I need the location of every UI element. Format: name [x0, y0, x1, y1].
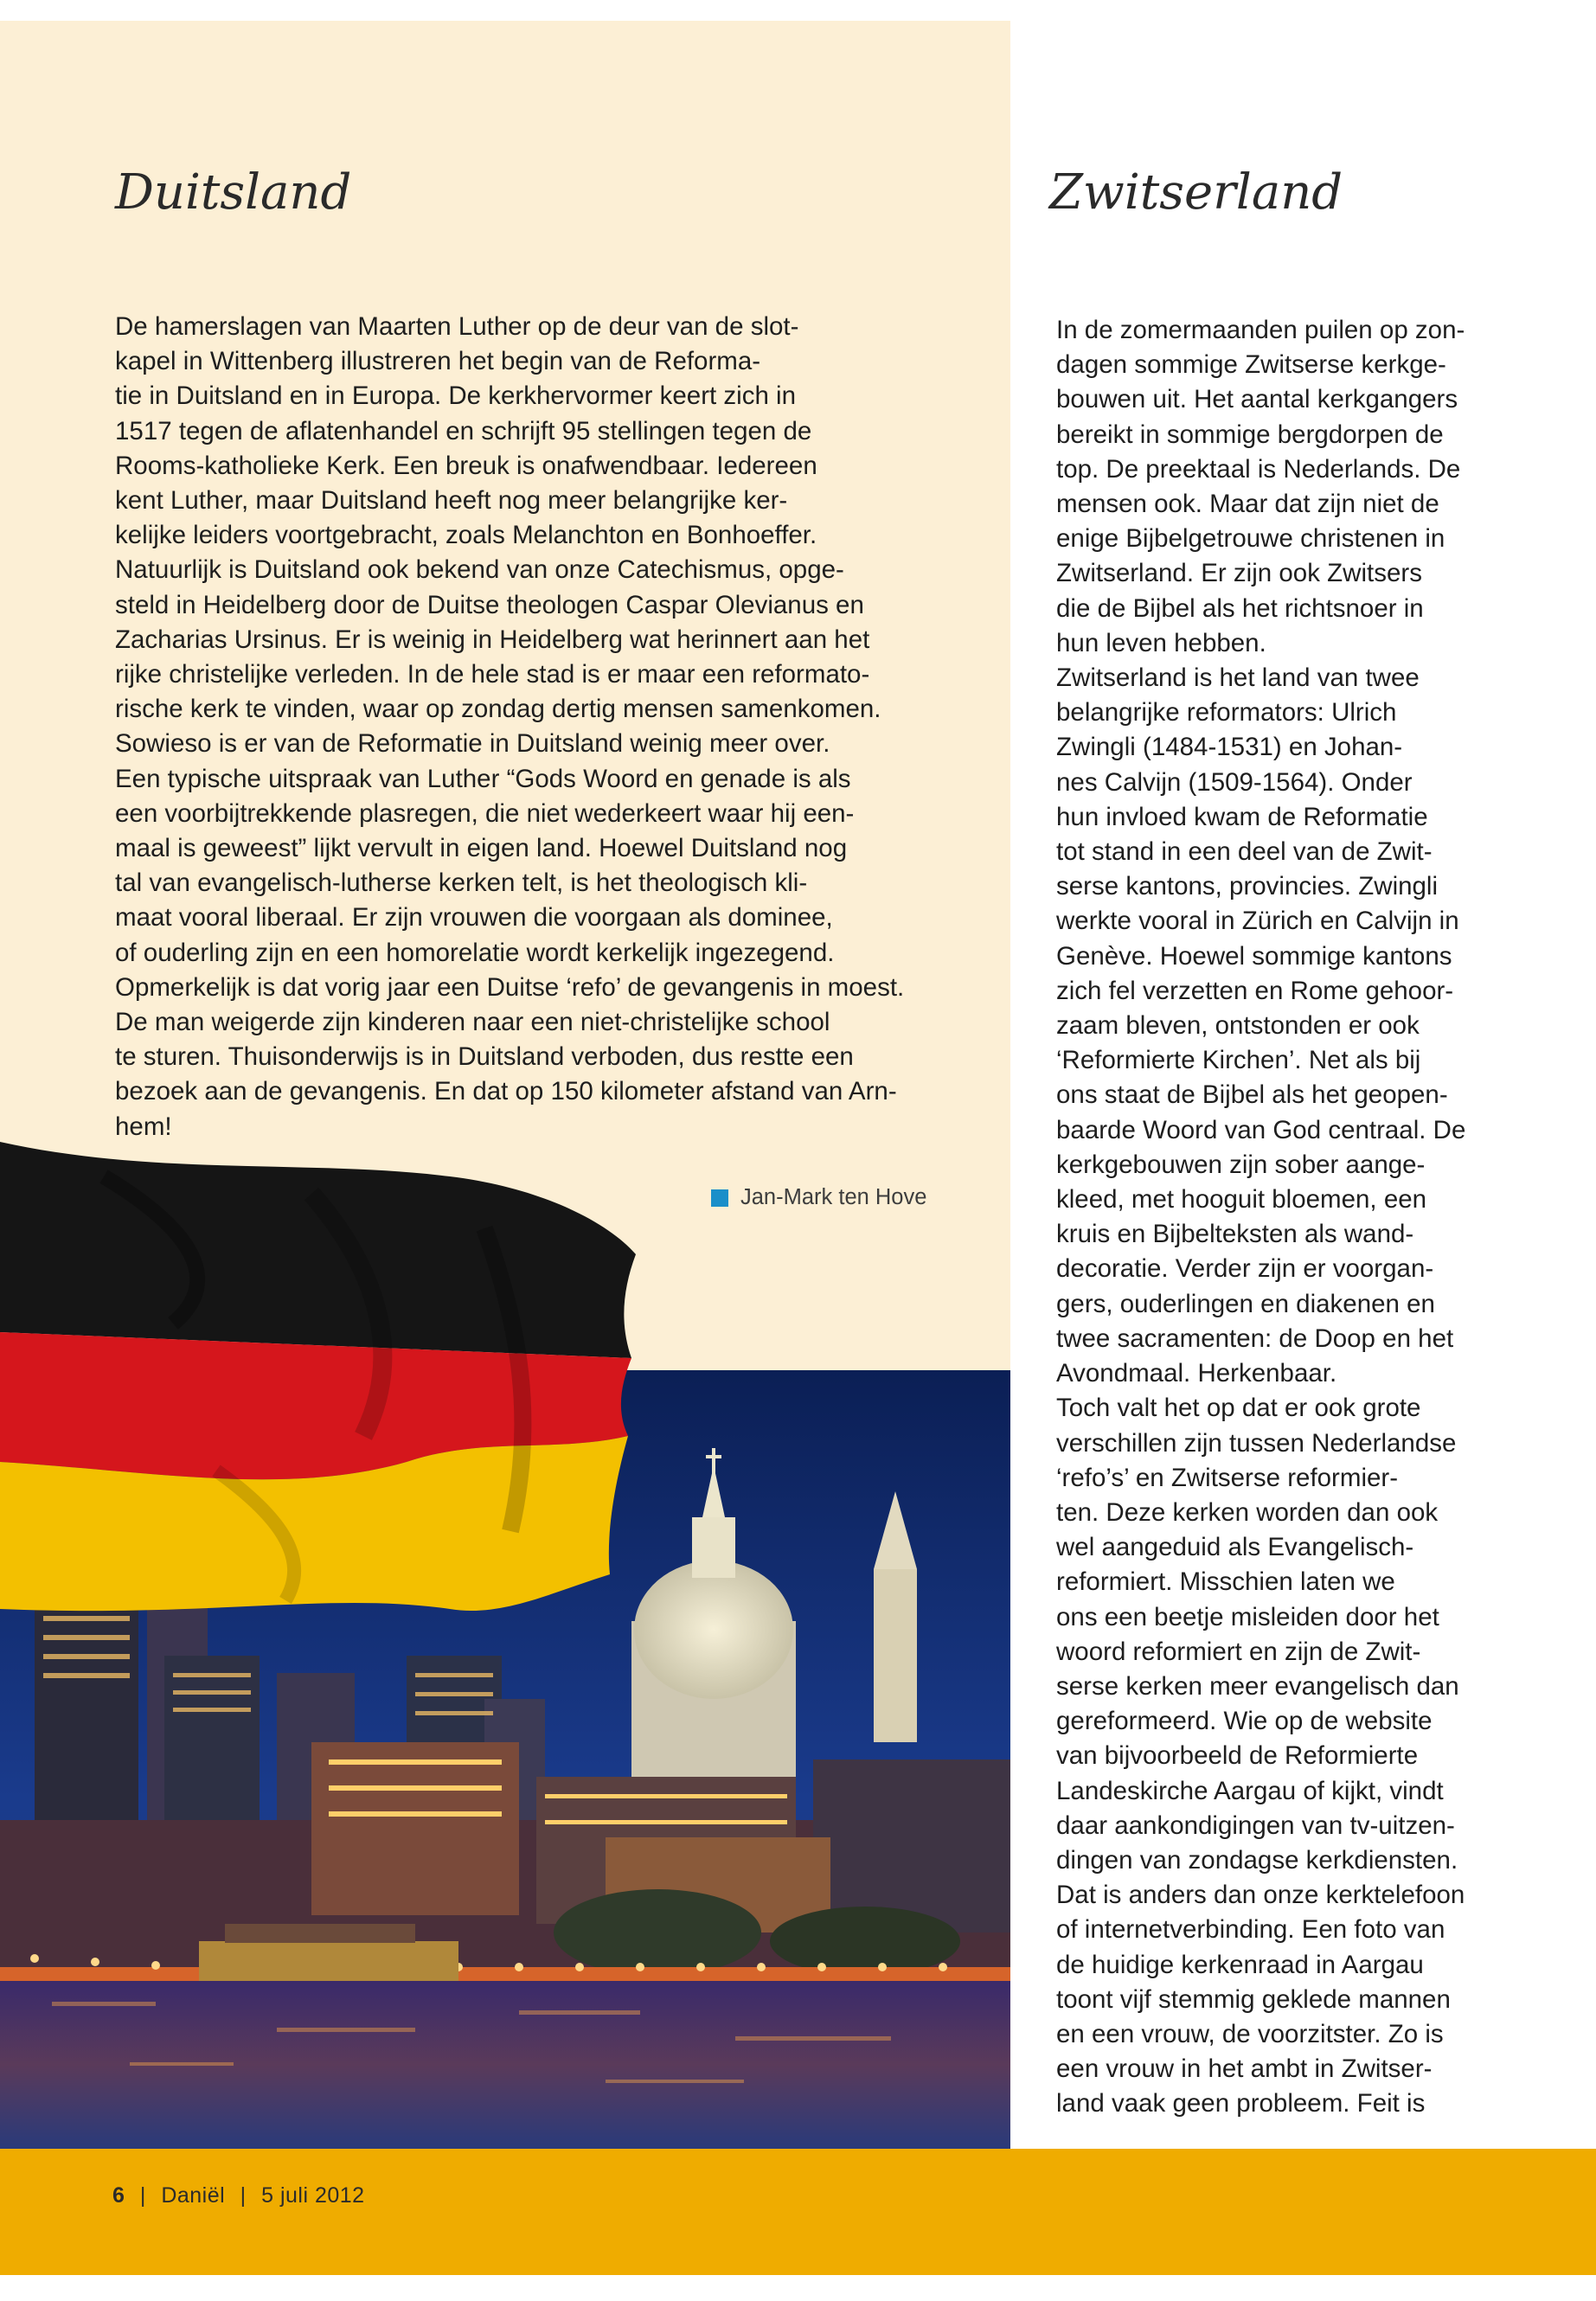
german-flag-illustration: [0, 1125, 657, 1644]
article-zwitserland-text: In de zomermaanden puilen op zon- dagen sommige Zwitserse kerkge- bouwen uit. Het aantal kerkgangers bereikt in sommige bergdorpen de top. De preektaal is Nederlands. De mensen ook. Maar dat zijn niet de enige Bijbelgetrouwe christenen in Zwitserland. Er zijn ook Zwitsers die de Bijbel als het richtsnoer in hun leven hebben. Zwitserland is het land van twee belangrijke reformators: Ulrich Zwingli (1484-1531) en Johan- nes Calvijn (1509-1564). Onder hun invloed kwam de Reformatie tot stand in een deel van de Zwit- serse kantons, provincies. Zwingli werkte vooral in Zürich en Calvijn in Genève. Hoewel sommige kantons zich fel verzetten en Rome gehoor- zaam bleven, ontstonden er ook ‘Reformierte Kirchen’. Net als bij ons staat de Bijbel als het geopen- baarde Woord van God centraal. De kerkgebouwen zijn sober aange- kleed, met hooguit bloemen, een kruis en Bijbelteksten als wand- decoratie. Verder zijn er voorgan- gers, ouderlingen en diakenen en twee sacramenten: de Doop en het Avondmaal. Herkenbaar. Toch valt het op dat er ook grote verschillen zijn tussen Nederlandse ‘refo’s’ en Zwitserse reformier- ten. Deze kerken worden dan ook wel aangeduid als Evangelisch- reformiert. Misschien laten we ons een beetje misleiden door het woord reformiert en zijn de Zwit- serse kerken meer evangelisch dan gereformeerd. Wie op de website van bijvoorbeeld de Reformierte Landeskirche Aargau of kijkt, vindt daar aankondigingen van tv-uitzen- dingen van zondagse kerkdiensten. Dat is anders dan onze kerktelefoon of internetverbinding. Een foto van de huidige kerkenraad in Aargau toont vijf stemmig geklede mannen en een vrouw, de voorzitster. Zo is een vrouw in het ambt in Zwitser- land vaak geen probleem. Feit is: [1056, 316, 1466, 2118]
heading-zwitserland: Zwitserland: [1049, 164, 1343, 221]
author-name: Jan-Mark ten Hove: [740, 1185, 927, 1209]
article-duitsland: [115, 310, 945, 1144]
author-byline: [711, 1185, 926, 1210]
magazine-name: Daniël: [161, 2183, 226, 2208]
page-number: 6: [112, 2183, 125, 2208]
footer-info: [112, 2183, 365, 2208]
author-marker-icon: [711, 1189, 728, 1207]
heading-duitsland: Duitsland: [115, 164, 352, 221]
issue-date: 5 juli 2012: [261, 2183, 365, 2208]
footer-separator: |: [240, 2183, 247, 2208]
article-duitsland-text: De hamerslagen van Maarten Luther op de deur van de slot- kapel in Wittenberg illustreren het begin van de Reforma- tie in Duitsland en in Europa. De kerkhervormer keert zich in 1517 tegen de aflatenhandel en schrijft 95 stellingen tegen de Rooms-katholieke Kerk. Een breuk is onafwendbaar. Iedereen kent Luther, maar Duitsland heeft nog meer belangrijke ker- kelijke leiders voortgebracht, zoals Melanchton en Bonhoeffer. Natuurlijk is Duitsland ook bekend van onze Catechismus, opge- steld in Heidelberg door de Duitse theologen Caspar Olevianus en Zacharias Ursinus. Er is weinig in Heidelberg wat herinnert aan het rijke christelijke verleden. In de hele stad is er maar een reformato- rische kerk te vinden, waar op zondag dertig mensen samenkomen. Sowieso is er van de Reformatie in Duitsland weinig meer over. Een typische uitspraak van Luther “Gods Woord en genade is als een voorbijtrekkende plasregen, die niet wederkeert waar hij een- maal is geweest” lijkt vervult in eigen land. Hoewel Duitsland nog tal van evangelisch-lutherse kerken telt, is het theologisch kli- maat vooral liberaal. Er zijn vrouwen die voorgaan als dominee, of ouderling zijn en een homorelatie wordt kerkelijk ingezegend. Opmerkelijk is dat vorig jaar een Duitse ‘refo’ de gevangenis in moest. De man weigerde zijn kinderen naar een niet-christelijke school te sturen. Thuisonderwijs is in Duitsland verboden, dus restte een bezoek aan de gevangenis. En dat op 150 kilometer afstand van Arn- hem!: [115, 312, 905, 1141]
footer-separator: |: [139, 2183, 146, 2208]
footer-bar: [0, 2149, 1596, 2275]
article-zwitserland: [1056, 313, 1506, 2122]
